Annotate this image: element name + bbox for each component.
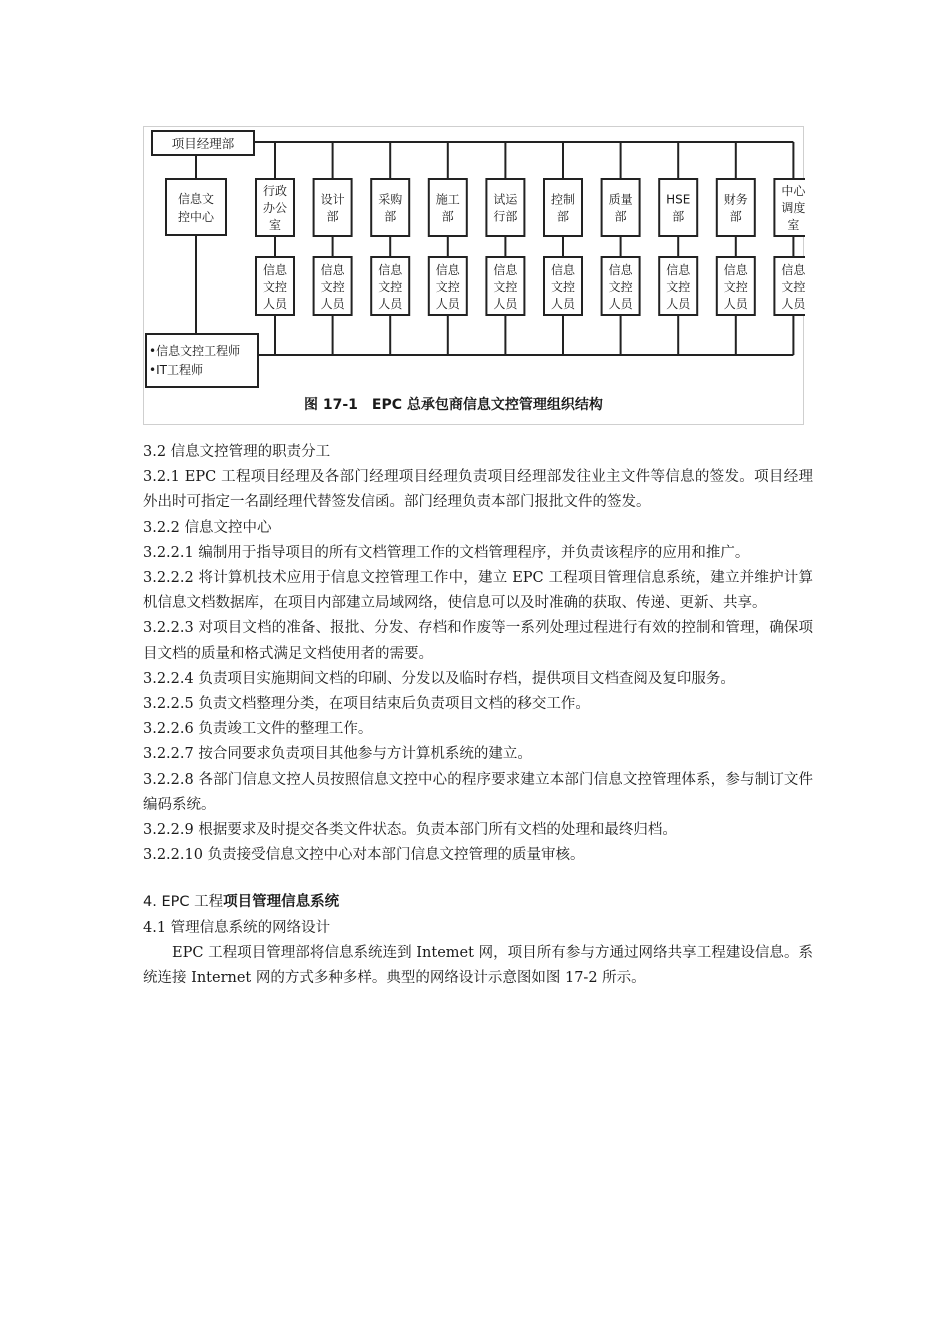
connector-lines (196, 142, 793, 355)
department-label: 部 (614, 209, 627, 224)
department-label: 行部 (493, 209, 518, 224)
department-box (659, 179, 697, 236)
department-label: 质量 (608, 192, 633, 207)
head-label: 项目经理部 (171, 136, 235, 151)
section-4-title-bold: 项目管理信息系统 (223, 894, 340, 911)
department-label: 控制 (550, 192, 576, 207)
staff-label: 文控 (378, 280, 403, 294)
department-box (486, 179, 524, 236)
para-3-2-2-4: 3.2.2.4 负责项目实施期间文档的印刷、分发以及临时存档，提供项目文档查阅及复印服务。 (143, 670, 735, 687)
spacer (143, 868, 813, 890)
department-label: 财务 (723, 192, 748, 207)
staff-label: 人员 (723, 297, 748, 311)
staff-label: 文控 (262, 280, 288, 294)
section-3-2-title: 3.2 信息文控管理的职责分工 (143, 444, 331, 460)
staff-label: 文控 (608, 280, 633, 294)
staff-label: 信息 (550, 263, 576, 277)
departments-group (256, 179, 805, 315)
department-label: 施工 (435, 192, 460, 207)
department-box (429, 179, 467, 236)
para-3-2-2-3: 3.2.2.3 对项目文档的准备、报批、分发、存档和作废等一系列处理过程进行有效的控制和管理，确保项目文档的质量和格式满足文档使用者的需要。 (143, 620, 813, 662)
staff-label: 信息 (493, 263, 518, 277)
staff-label: 人员 (781, 297, 805, 311)
department-label: 采购 (378, 192, 403, 207)
staff-label: 人员 (262, 297, 288, 311)
engineers-box (146, 334, 258, 387)
staff-label: 文控 (320, 280, 345, 294)
para-3-2-2-7: 3.2.2.7 按合同要求负责项目其他参与方计算机系统的建立。 (143, 746, 532, 763)
department-label: 试运 (493, 192, 518, 207)
engineer-item-info: •信息文控工程师 (149, 344, 241, 358)
department-label: 办公 (262, 201, 288, 215)
department-label: 室 (787, 218, 800, 232)
section-3-2-2-title: 3.2.2 信息文控中心 (143, 519, 272, 536)
department-label: 部 (384, 209, 397, 224)
para-3-2-2-6: 3.2.2.6 负责竣工文件的整理工作。 (143, 721, 373, 738)
staff-label: 文控 (550, 280, 576, 294)
department-box (602, 179, 640, 236)
department-label: 部 (729, 209, 742, 224)
department-box (371, 179, 409, 236)
department-label: 室 (268, 218, 282, 232)
info-control-center-box (166, 179, 226, 235)
staff-label: 人员 (608, 297, 633, 311)
para-3-2-2-10: 3.2.2.10 负责接受信息文控中心对本部门信息文控管理的质量审核。 (143, 847, 585, 864)
para-3-2-2-9: 3.2.2.9 根据要求及时提交各类文件状态。负责本部门所有文档的处理和最终归档。 (143, 822, 677, 839)
staff-label: 文控 (781, 280, 805, 294)
para-3-2-2-2: 3.2.2.2 将计算机技术应用于信息文控管理工作中，建立 EPC 工程项目管理信息系统，建立并维护计算机信息文档数据库，在项目内部建立局域网络，使信息可以及时准确的获取、传递、更新、共享。 (143, 570, 813, 612)
info-control-center-line-1: 信息文 (177, 192, 215, 206)
staff-label: 信息 (378, 263, 403, 277)
staff-label: 人员 (550, 297, 576, 311)
department-label: 部 (326, 209, 339, 224)
staff-label: 信息 (320, 263, 345, 277)
department-label: 中心 (781, 184, 805, 198)
staff-label: 信息 (435, 263, 460, 277)
staff-label: 文控 (493, 280, 518, 294)
department-label: 调度 (781, 201, 805, 215)
staff-label: 信息 (723, 263, 748, 277)
staff-label: 人员 (435, 297, 460, 311)
staff-label: 信息 (608, 263, 633, 277)
department-box (717, 179, 755, 236)
department-box (314, 179, 352, 236)
para-3-2-2-5: 3.2.2.5 负责文档整理分类，在项目结束后负责项目文档的移交工作。 (143, 696, 590, 713)
department-label: 行政 (262, 184, 288, 198)
para-3-2-1: 3.2.1 EPC 工程项目经理及各部门经理项目经理负责项目经理部发往业主文件等信息的签发。项目经理外出时可指定一名副经理代替签发信函。部门经理负责本部门报批文件的签发。 (143, 469, 813, 511)
department-box (544, 179, 582, 236)
staff-label: 信息 (781, 263, 805, 277)
department-label: 部 (556, 209, 570, 224)
staff-label: 人员 (320, 297, 345, 311)
para-4-1: EPC 工程项目管理部将信息系统连到 Intemet 网，项目所有参与方通过网络共享工程建设信息。系统连接 Internet 网的方式多种多样。典型的网络设计示意图如图 17-2 所示。 (143, 944, 813, 987)
section-4-title-plain: EPC 工程 (156, 894, 224, 911)
para-3-2-2-8: 3.2.2.8 各部门信息文控人员按照信息文控中心的程序要求建立本部门信息文控管理体系，参与制订文件编码系统。 (143, 771, 813, 813)
section-4-1-title: 4.1 管理信息系统的网络设计 (143, 919, 331, 936)
para-3-2-2-1: 3.2.2.1 编制用于指导项目的所有文档管理工作的文档管理程序，并负责该程序的应用和推广。 (143, 544, 750, 561)
section-4-title (143, 890, 813, 915)
department-label: 部 (672, 209, 685, 224)
figure-caption: 图 17-1 EPC 总承包商信息文控管理组织结构 (304, 397, 603, 413)
staff-label: 文控 (666, 280, 691, 294)
staff-label: 人员 (666, 297, 691, 311)
org-chart (144, 127, 805, 426)
org-chart-figure (143, 126, 804, 425)
staff-label: 文控 (723, 280, 748, 294)
department-label: 设计 (320, 192, 345, 207)
info-control-center-line-2: 控中心 (177, 210, 215, 224)
engineer-item-it: •IT工程师 (149, 363, 203, 377)
staff-label: 文控 (435, 280, 460, 294)
document-body (143, 440, 813, 991)
staff-label: 信息 (666, 263, 691, 277)
department-label: 部 (441, 209, 454, 224)
staff-label: 信息 (262, 263, 288, 277)
section-4-number: 4. (143, 894, 157, 911)
department-label: HSE (666, 192, 691, 207)
staff-label: 人员 (493, 297, 518, 311)
staff-label: 人员 (378, 297, 403, 311)
